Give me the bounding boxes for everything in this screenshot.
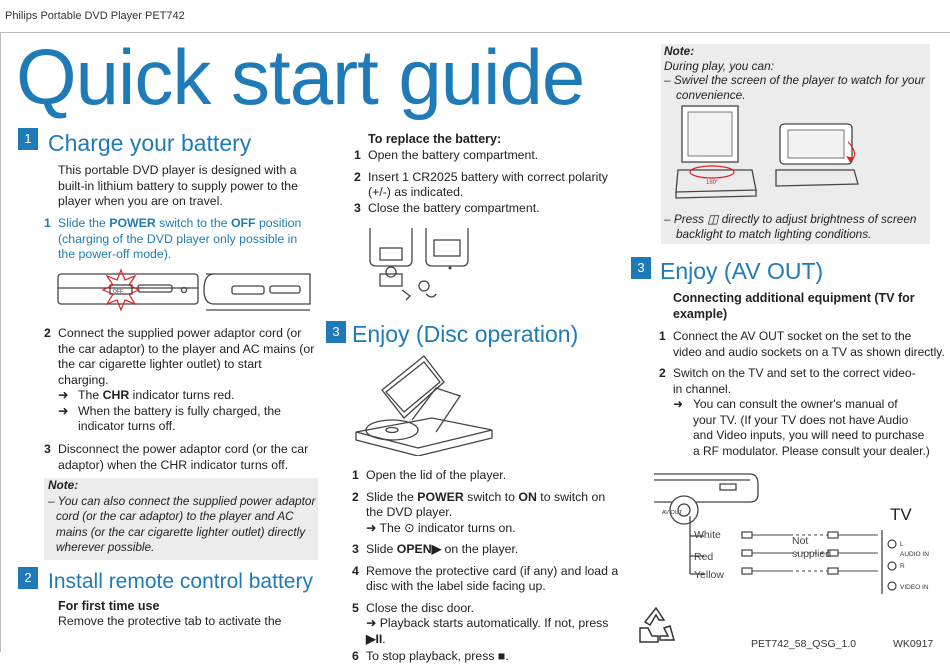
step-line: Remove the protective card (if any) and load a xyxy=(366,563,619,578)
step-text: to switch on xyxy=(536,489,606,504)
result-text: a RF modulator. Please consult your dealer.) xyxy=(693,443,930,458)
note-line: backlight to match lighting conditions. xyxy=(676,226,872,241)
step-line: charging. xyxy=(58,372,109,387)
note-line: convenience. xyxy=(676,87,746,102)
cable-white-label: White xyxy=(694,529,721,541)
note-line: – You can also connect the supplied power adaptor xyxy=(48,493,316,508)
result-text: indicator turns on. xyxy=(414,520,516,535)
step-line: Insert 1 CR2025 battery with correct polarity xyxy=(368,169,608,184)
port-r-label: R xyxy=(900,563,905,570)
step-number: 3 xyxy=(352,542,359,556)
port-audio-in-label: AUDIO IN xyxy=(900,551,929,558)
product-header: Philips Portable DVD Player PET742 xyxy=(5,10,185,22)
step-number: 2 xyxy=(659,366,666,380)
remove-tab-line: Remove the protective tab to activate the xyxy=(58,614,282,628)
step-line: the car adaptor) to the player and AC mains (or xyxy=(58,341,315,356)
power-indicator-icon: ⊙ xyxy=(404,520,415,535)
charge-step-3 xyxy=(44,442,324,473)
left-rule xyxy=(0,32,1,652)
tv-label: TV xyxy=(890,505,912,524)
charge-step-2 xyxy=(44,326,324,435)
open-dvd-player-illustration xyxy=(352,352,496,456)
step-number: 4 xyxy=(352,563,359,578)
step-number: 5 xyxy=(352,600,359,615)
note-line: – Swivel the screen of the player to watch for your xyxy=(664,73,925,87)
step-line: Open the lid of the player. xyxy=(366,468,507,482)
step-text: switch to the xyxy=(155,216,231,230)
step-line: in channel. xyxy=(673,381,732,396)
subtitle-line: Connecting additional equipment (TV for xyxy=(673,291,915,305)
replace-steps xyxy=(354,148,626,216)
av-steps xyxy=(659,329,945,459)
section-number: 1 xyxy=(18,128,38,150)
step-line: the power-off mode). xyxy=(58,247,172,261)
step-line: Switch on the TV and set to the correct video- xyxy=(673,366,916,380)
section-title-disc: Enjoy (Disc operation) xyxy=(352,321,579,347)
step-line: adaptor) when the CHR indicator turns off. xyxy=(58,457,289,472)
step-text: Slide xyxy=(366,542,397,556)
first-time-subtitle: For first time use xyxy=(58,599,160,613)
result-text: and Video inputs, you will need to purchase xyxy=(693,428,925,442)
step-line: Close the disc door. xyxy=(366,600,474,615)
result-arrow: ➜ xyxy=(58,388,69,402)
result-text: . xyxy=(382,631,386,646)
player-switch-illustration xyxy=(56,268,314,320)
result-text: The xyxy=(379,520,405,535)
charge-note xyxy=(44,478,318,560)
result-arrow: ➜ xyxy=(366,520,377,535)
result-text: You can consult the owner's manual of xyxy=(693,397,898,411)
result-arrow: ➜ xyxy=(58,403,69,418)
step-text: Slide the xyxy=(366,489,418,504)
result-text: Playback starts automatically. If not, press xyxy=(379,616,609,630)
disc-steps xyxy=(352,468,624,665)
result-bold: CHR xyxy=(102,388,130,402)
step-text: . xyxy=(505,649,509,663)
step-number: 2 xyxy=(352,489,359,504)
swivel-screen-illustration xyxy=(672,100,862,208)
step-number: 3 xyxy=(354,200,361,215)
charge-step-1 xyxy=(44,216,324,263)
step-line: (charging of the DVD player only possible in xyxy=(58,231,298,246)
result-arrow: ➜ xyxy=(673,397,684,411)
step-bold: POWER xyxy=(109,216,156,230)
step-text: switch to xyxy=(463,489,519,504)
cable-yellow-label: Yellow xyxy=(694,569,724,581)
step-line: Disconnect the power adaptor cord (or the car xyxy=(58,442,309,456)
not-supplied-label: Not xyxy=(792,535,809,547)
note-title: Note: xyxy=(664,44,695,58)
section-number: 2 xyxy=(18,567,38,589)
intro-line: built-in lithium battery to supply power to the xyxy=(58,178,298,193)
note-title: Note: xyxy=(48,478,79,492)
step-line: disc with the label side facing up. xyxy=(366,579,546,593)
result-text: indicator turns off. xyxy=(78,419,176,433)
note-line: wherever possible. xyxy=(56,540,155,554)
section-title-av-out: Enjoy (AV OUT) xyxy=(660,258,824,284)
section-number: 3 xyxy=(631,257,651,279)
step-line: Connect the AV OUT socket on the set to the xyxy=(673,329,912,343)
not-supplied-label: supplied xyxy=(792,548,832,560)
step-line: the DVD player. xyxy=(366,505,453,519)
port-video-in-label: VIDEO IN xyxy=(900,584,929,591)
step-text: Slide the xyxy=(58,216,110,230)
result-arrow: ➜ xyxy=(366,616,377,630)
page-title: Quick start guide xyxy=(16,33,585,121)
section-title-charge: Charge your battery xyxy=(48,130,252,156)
step-bold: ON xyxy=(518,489,537,504)
section-number: 3 xyxy=(326,321,346,343)
step-text: To stop playback, press xyxy=(366,649,498,663)
step-number: 6 xyxy=(352,649,359,663)
recycle-icon xyxy=(634,604,678,648)
intro-line: This portable DVD player is designed with a xyxy=(58,163,297,177)
step-bold: OPEN▶ xyxy=(396,542,442,556)
step-bold: POWER xyxy=(417,489,464,504)
result-text: your TV. (If your TV does not have Audio xyxy=(693,412,909,427)
step-number: 2 xyxy=(44,326,51,340)
step-line: video and audio sockets on a TV as shown directly. xyxy=(673,344,945,359)
intro-line: player when you are on travel. xyxy=(58,194,223,208)
step-number: 1 xyxy=(354,148,361,162)
step-text: position xyxy=(255,216,302,230)
result-text: The xyxy=(78,388,103,402)
step-number: 1 xyxy=(659,329,666,343)
step-number: 1 xyxy=(44,216,51,230)
switch-off-label: OFF xyxy=(113,289,123,295)
connect-equipment-subtitle xyxy=(673,290,943,322)
result-text: indicator turns red. xyxy=(129,388,235,402)
step-line: Connect the supplied power adaptor cord (or xyxy=(58,326,302,340)
section-title-remote: Install remote control battery xyxy=(48,570,313,593)
step-text: on the player. xyxy=(441,542,519,556)
swivel-angle-label: 180° xyxy=(706,180,719,186)
replace-battery-title: To replace the battery: xyxy=(368,132,502,146)
step-line: Close the battery compartment. xyxy=(368,200,540,215)
note-line: During play, you can: xyxy=(664,58,774,73)
document-code: PET742_58_QSG_1.0 xyxy=(751,638,857,650)
subtitle-line: example) xyxy=(673,307,728,321)
remote-battery-illustration xyxy=(366,224,476,308)
charge-intro xyxy=(58,163,318,210)
step-line: the car cigarette lighter outlet) to start xyxy=(58,357,262,371)
stop-icon: ■ xyxy=(497,649,506,663)
step-number: 2 xyxy=(354,169,361,184)
step-line: Open the battery compartment. xyxy=(368,148,539,162)
step-bold: OFF xyxy=(230,216,256,230)
av-connection-diagram xyxy=(650,470,950,602)
step-number: 1 xyxy=(352,468,359,482)
cable-red-label: Red xyxy=(694,551,714,563)
note-line: – Press ◫ directly to adjust brightness of screen xyxy=(664,212,917,226)
note-line: cord (or the car adaptor) to the player and AC xyxy=(56,509,294,523)
play-pause-icon: ▶II xyxy=(366,631,383,646)
note-line: mains (or the car cigarette lighter outlet) directly xyxy=(56,524,306,539)
document-ref: WK0917 xyxy=(893,638,934,650)
result-text: When the battery is fully charged, the xyxy=(78,403,282,418)
step-number: 3 xyxy=(44,442,51,456)
port-l-label: L xyxy=(900,541,904,548)
step-line: (+/-) as indicated. xyxy=(368,185,464,199)
av-out-label: AV OUT xyxy=(662,510,683,516)
